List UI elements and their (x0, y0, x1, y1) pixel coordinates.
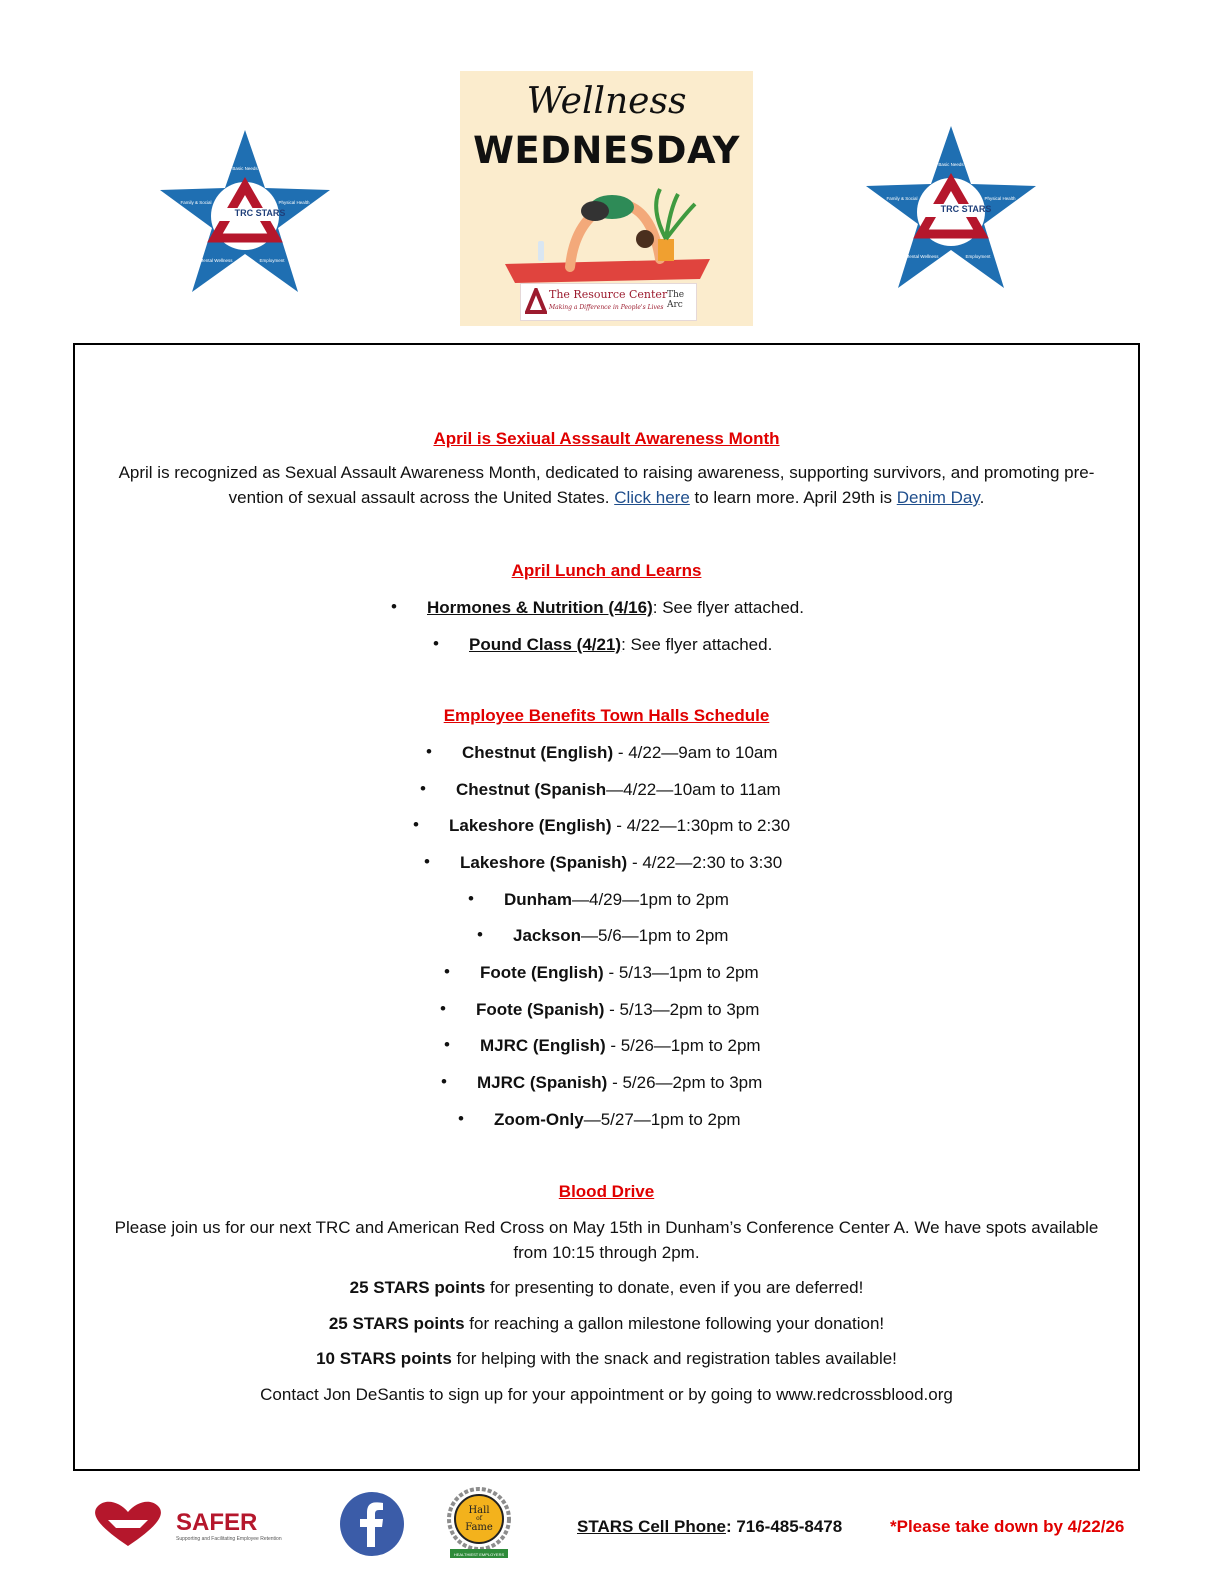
blood-drive-contact: Contact Jon DeSantis to sign up for your appointment or by going to www.redcrossblood.org (260, 1385, 953, 1404)
stars-points-line: 25 STARS points for presenting to donate, even if you are deferred! (349, 1278, 864, 1297)
svg-text:Physical Health: Physical Health (984, 196, 1016, 201)
svg-text:Physical Health: Physical Health (278, 200, 310, 205)
newsletter-content-box (73, 343, 1140, 1471)
blood-drive-paragraph: Please join us for our next TRC and American Red Cross on May 15th in Dunham’s Conference Center A. We have spots available from 10:15 through 2pm. (114, 1218, 1099, 1262)
svg-text:Mental Wellness: Mental Wellness (199, 258, 233, 263)
svg-text:Mental Wellness: Mental Wellness (905, 254, 939, 259)
town-hall-item: • MJRC (Spanish) - 5/26—2pm to 3pm (441, 1072, 763, 1092)
stars-points-line: 10 STARS points for helping with the snack and registration tables available! (316, 1349, 897, 1368)
town-hall-item: • Lakeshore (English) - 4/22—1:30pm to 2:30 (413, 815, 791, 835)
resource-center-tagline: Making a Difference in People's Lives (549, 304, 664, 311)
town-hall-item: • MJRC (English) - 5/26—1pm to 2pm (444, 1035, 761, 1055)
phone-number: : 716-485-8478 (725, 1517, 843, 1536)
trc-stars-logo-right (864, 124, 1038, 292)
svg-text:Hall: Hall (468, 1505, 490, 1516)
hall-of-fame-badge (444, 1487, 514, 1561)
trc-stars-logo-left (158, 128, 332, 296)
svg-text:Employment: Employment (965, 254, 991, 259)
awareness-heading: April is Sexiual Asssault Awareness Month (433, 429, 780, 448)
banner-title: WEDNESDAY (473, 129, 740, 172)
the-arc-logo: The Arc (667, 290, 685, 310)
wellness-wednesday-banner (460, 71, 753, 326)
lunch-item: • Pound Class (4/21): See flyer attached. (433, 634, 773, 654)
stars-cell-phone (577, 1517, 842, 1537)
facebook-icon[interactable] (339, 1491, 405, 1557)
town-hall-item: • Foote (Spanish) - 5/13—2pm to 3pm (440, 999, 760, 1019)
svg-text:Basic Needs: Basic Needs (938, 162, 964, 167)
banner-script-title: Wellness (526, 81, 687, 122)
take-down-notice: *Please take down by 4/22/26 (890, 1517, 1125, 1536)
svg-text:Family & Social: Family & Social (180, 200, 212, 205)
resource-center-logo (520, 283, 697, 321)
blood-drive-heading: Blood Drive (558, 1182, 655, 1201)
resource-center-emblem-icon (525, 288, 547, 314)
svg-text:of: of (476, 1515, 482, 1522)
town-hall-item: • Zoom-Only—5/27—1pm to 2pm (458, 1109, 741, 1129)
svg-text:Fame: Fame (465, 1522, 493, 1533)
town-hall-item: • Chestnut (English) - 4/22—9am to 10am (426, 742, 778, 762)
safer-wordmark: SAFER (176, 1509, 258, 1536)
safer-tagline: Supporting and Facilitating Employee Retention (176, 1536, 282, 1542)
click-here-link[interactable]: Click here (614, 488, 690, 507)
yoga-illustration (500, 179, 720, 289)
town-hall-item: • Lakeshore (Spanish) - 4/22—2:30 to 3:30 (424, 852, 783, 872)
phone-label: STARS Cell Phone (577, 1517, 726, 1536)
star-center-text: TRC STARS (234, 208, 286, 218)
town-hall-item: • Dunham—4/29—1pm to 2pm (468, 889, 729, 909)
svg-text:TRC STARS: TRC STARS (940, 204, 992, 214)
svg-text:Employment: Employment (259, 258, 285, 263)
resource-center-name: The Resource Center (549, 288, 668, 301)
town-halls-heading: Employee Benefits Town Halls Schedule (443, 706, 770, 725)
svg-text:Family & Social: Family & Social (886, 196, 918, 201)
svg-text:Basic Needs: Basic Needs (232, 166, 258, 171)
denim-day-link[interactable]: Denim Day (896, 488, 980, 507)
town-hall-item: • Jackson—5/6—1pm to 2pm (477, 925, 729, 945)
svg-text:HEALTHIEST EMPLOYERS: HEALTHIEST EMPLOYERS (453, 1552, 505, 1557)
town-hall-item: • Foote (English) - 5/13—1pm to 2pm (444, 962, 759, 982)
safer-logo (88, 1496, 288, 1552)
lunch-learns-heading: April Lunch and Learns (511, 561, 702, 580)
town-hall-item: • Chestnut (Spanish—4/22—10am to 11am (420, 779, 781, 799)
lunch-item: • Hormones & Nutrition (4/16): See flyer attached. (391, 597, 804, 617)
awareness-paragraph: April is recognized as Sexual Assault Awareness Month, dedicated to raising awareness, supporting survivors, and promoting pre- vention of sexual assault across the United States. Click here to learn more. April 29th is Denim Day. (118, 463, 1095, 507)
stars-points-line: 25 STARS points for reaching a gallon milestone following your donation! (328, 1314, 885, 1333)
